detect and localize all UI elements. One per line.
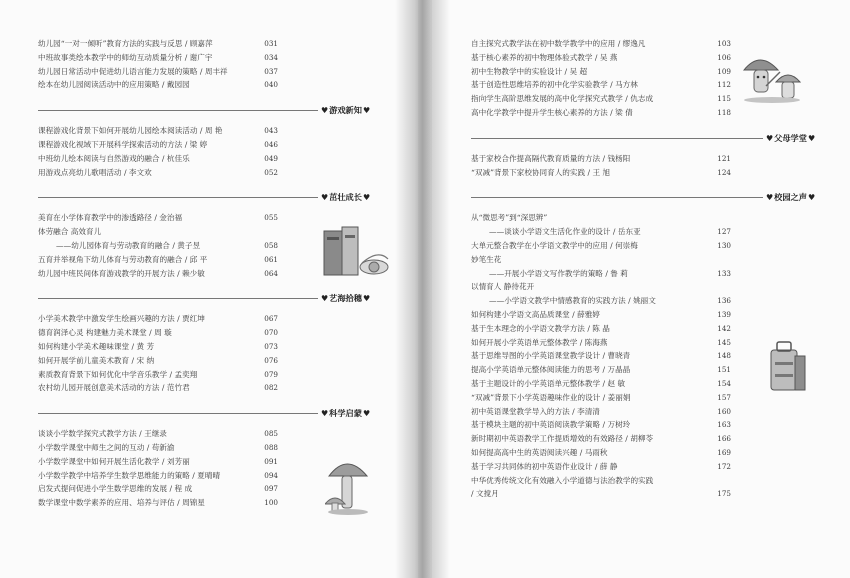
contents-entry[interactable] [38, 51, 336, 65]
entry-page-number: 112 [717, 80, 731, 90]
contents-entry[interactable] [471, 322, 771, 336]
section-title: 校园之声 [774, 192, 807, 203]
contents-entry[interactable] [471, 336, 771, 350]
entry-page-number: 070 [264, 328, 278, 338]
entry-page-number: 052 [264, 167, 278, 177]
contents-entry[interactable] [38, 239, 336, 253]
entry-title: 如何开展小学英语单元整体教学 / 陈海燕 [471, 337, 608, 347]
entry-title: 从“微思考”到“深思辨” [471, 213, 548, 223]
entry-title: ——谈谈小学语文生活化作业的设计 / 岳东亚 [489, 227, 641, 237]
entry-title: 幼儿园中班民间体育游戏教学的开展方法 / 赖少敏 [38, 268, 205, 278]
entry-page-number: 118 [717, 107, 731, 117]
entry-page-number: 172 [717, 461, 731, 471]
contents-entry[interactable] [471, 391, 771, 405]
entry-page-number: 076 [264, 355, 278, 365]
entry-title: 五育并举视角下幼儿体育与劳动教育的融合 / 邱 平 [38, 254, 208, 264]
entry-page-number: 055 [264, 213, 278, 223]
entry-title: “双减”背景下小学英语趣味作业的设计 / 姜丽娟 [471, 392, 631, 402]
entry-page-number: 079 [264, 369, 278, 379]
section-title: 游戏新知 [329, 105, 362, 116]
contents-entry[interactable] [471, 363, 771, 377]
entry-title: 幼儿园日常活动中促进幼儿语言能力发展的策略 / 周丰祥 [38, 66, 228, 76]
entry-page-number: 121 [717, 153, 731, 163]
contents-entry[interactable] [38, 225, 336, 239]
section-divider [38, 110, 336, 111]
entry-page-number: 115 [717, 94, 731, 104]
heart-icon: ♥ [321, 409, 329, 419]
entry-page-number: 175 [717, 489, 731, 499]
contents-entry[interactable] [471, 474, 771, 488]
contents-entry[interactable] [38, 340, 336, 354]
contents-entry[interactable] [471, 65, 771, 79]
entry-title: 中华优秀传统文化有效融入小学道德与法治教学的实践 [471, 475, 654, 485]
heart-icon: ♥ [766, 193, 774, 203]
heart-icon: ♥ [362, 193, 371, 203]
entry-page-number: 034 [264, 52, 278, 62]
heart-icon: ♥ [362, 409, 371, 419]
contents-entry[interactable] [38, 211, 336, 225]
entry-title: ——幼儿园体育与劳动教育的融合 / 黄子昱 [56, 240, 201, 250]
entry-page-number: 157 [717, 392, 731, 402]
section-header [38, 189, 371, 207]
entry-page-number: 151 [717, 365, 731, 375]
entry-title: 基于模块主题的初中英语阅读教学策略 / 万树玲 [471, 420, 631, 430]
contents-entry[interactable] [471, 239, 771, 253]
entry-page-number: 160 [717, 406, 731, 416]
suitcase-books-illustration [765, 340, 809, 394]
entry-title: 绘本在幼儿园阅读活动中的应用策略 / 戴园园 [38, 80, 190, 90]
entry-title: 小学数学课堂中师生之间的互动 / 苟新渝 [38, 442, 175, 452]
contents-entry[interactable] [38, 166, 336, 180]
contents-entry[interactable] [38, 37, 336, 51]
section-header [471, 130, 816, 148]
section-label [318, 103, 373, 118]
entry-title: ——开展小学语文写作教学的策略 / 鲁 莉 [489, 268, 628, 278]
mushroom-characters-illustration [740, 52, 806, 104]
entry-title: 素质教育背景下如何优化中学音乐教学 / 孟奕翔 [38, 369, 198, 379]
entry-title: 指向学生高阶思维发展的高中化学探究式教学 / 仇志成 [471, 94, 654, 104]
entry-page-number: 100 [264, 498, 278, 508]
entry-title: 中班幼儿绘本阅读与自然游戏的融合 / 杭佳乐 [38, 153, 190, 163]
entry-page-number: 043 [264, 126, 278, 136]
contents-entry[interactable] [471, 78, 771, 92]
section-title: 茁壮成长 [329, 192, 362, 203]
entry-title: 自主探究式教学法在初中数学教学中的应用 / 缪逸凡 [471, 39, 646, 48]
heart-icon: ♥ [807, 193, 816, 203]
entry-title: 如何构建小学语文高品质课堂 / 薛雅婷 [471, 309, 600, 319]
entry-page-number: 085 [264, 429, 278, 439]
contents-entry[interactable] [471, 92, 771, 106]
contents-entry[interactable] [38, 312, 336, 326]
entry-page-number: 139 [717, 309, 731, 319]
entry-title: 提高小学英语单元整体阅读能力的思考 / 万晶晶 [471, 365, 631, 375]
entry-page-number: 064 [264, 268, 278, 278]
entry-page-number: 154 [717, 378, 731, 388]
contents-entry[interactable] [38, 326, 336, 340]
contents-entry[interactable] [471, 211, 771, 225]
contents-entry[interactable] [38, 152, 336, 166]
entry-title: 美育在小学体育教学中的渗透路径 / 金治福 [38, 213, 183, 223]
entry-page-number: 073 [264, 341, 278, 351]
section-title: 艺海拾穗 [329, 293, 362, 304]
entry-title: 基于思维导图的小学英语课堂教学设计 / 曹晓青 [471, 351, 631, 361]
contents-entry[interactable] [38, 124, 336, 138]
entry-title: 幼儿园“一对一倾听”教育方法的实践与反思 / 顾嘉萍 [38, 39, 213, 48]
entry-page-number: 094 [264, 470, 278, 480]
contents-entry[interactable] [38, 253, 336, 267]
heart-icon: ♥ [321, 193, 329, 203]
section-title: 科学启蒙 [329, 408, 362, 419]
entry-title: ——小学语文教学中情感教育的实践方法 / 姚丽文 [489, 296, 656, 306]
entry-title: 启发式提问促进小学生数学思维的发展 / 程 成 [38, 484, 193, 494]
contents-entry[interactable] [471, 106, 771, 120]
contents-entry[interactable] [471, 487, 771, 501]
section-divider [38, 298, 336, 299]
book-spine-shadow [395, 0, 450, 578]
section-label [318, 406, 373, 421]
entry-page-number: 082 [264, 383, 278, 393]
entry-title: 基于生本理念的小学语文教学方法 / 陈 晶 [471, 323, 610, 333]
entry-page-number: 040 [264, 80, 278, 90]
contents-entry[interactable] [471, 280, 771, 294]
entry-title: 基于学习共同体的初中英语作业设计 / 薛 静 [471, 461, 618, 471]
entry-page-number: 169 [717, 447, 731, 457]
heart-icon: ♥ [807, 133, 816, 143]
entry-title: 谈谈小学数学探究式教学方法 / 王继录 [38, 429, 167, 439]
section-header [38, 405, 371, 423]
contents-entry[interactable] [38, 496, 336, 510]
entry-page-number: 031 [264, 39, 278, 48]
left-contents-column [38, 37, 371, 510]
section-divider [38, 197, 336, 198]
section-header [471, 189, 816, 207]
entry-page-number: 145 [717, 337, 731, 347]
entry-page-number: 049 [264, 153, 278, 163]
entry-page-number: 058 [264, 240, 278, 250]
entry-title: 农村幼儿园开展创意美术活动的方法 / 范竹君 [38, 383, 190, 393]
entry-title: 新时期初中英语教学工作提质增效的有效路径 / 胡柳苓 [471, 434, 654, 444]
contents-entry[interactable] [471, 349, 771, 363]
contents-entry[interactable] [471, 166, 771, 180]
contents-entry[interactable] [471, 432, 771, 446]
heart-icon: ♥ [321, 106, 329, 116]
entry-title: 数学课堂中数学素养的应用、培养与评估 / 周锦星 [38, 498, 205, 508]
entry-title: 基于主题设计的小学英语单元整体教学 / 赵 敏 [471, 378, 626, 388]
entry-title: 基于核心素养的初中物理体验式教学 / 吴 燕 [471, 52, 618, 62]
contents-entry[interactable] [38, 354, 336, 368]
entry-title: 德育润泽心灵 构建魅力美术课堂 / 周 璇 [38, 328, 172, 338]
contents-entry[interactable] [471, 51, 771, 65]
contents-entry[interactable] [38, 65, 336, 79]
entry-title: 小学数学课堂中如何开展生活化教学 / 刘芳丽 [38, 456, 190, 466]
contents-entry[interactable] [471, 253, 771, 267]
heart-icon: ♥ [321, 294, 329, 304]
entry-title: 中班故事类绘本教学中的师幼互动质量分析 / 谢广宇 [38, 52, 213, 62]
entry-title: “双减”背景下家校协同育人的实践 / 王 旭 [471, 167, 611, 177]
section-label [763, 131, 818, 146]
entry-page-number: 106 [717, 52, 731, 62]
right-contents-column [471, 37, 816, 501]
entry-page-number: 148 [717, 351, 731, 361]
entry-title: 如何构建小学美术趣味课堂 / 黄 芳 [38, 341, 155, 351]
contents-entry[interactable] [471, 418, 771, 432]
contents-entry[interactable] [471, 446, 771, 460]
heart-icon: ♥ [766, 133, 774, 143]
entry-title: 基于创造性思维培养的初中化学实验教学 / 马方林 [471, 80, 638, 90]
entry-title: 课程游戏化背景下如何开展幼儿园绘本阅读活动 / 周 艳 [38, 126, 223, 136]
entry-title: 以情育人 静待花开 [471, 282, 535, 292]
contents-entry[interactable] [38, 381, 336, 395]
entry-title: 大单元整合教学在小学语文教学中的应用 / 何崇梅 [471, 240, 638, 250]
section-header [38, 290, 371, 308]
contents-entry[interactable] [38, 427, 336, 441]
contents-entry[interactable] [38, 267, 336, 281]
entry-page-number: 133 [717, 268, 731, 278]
entry-title: 如何提高高中生的英语阅读兴趣 / 马雨秋 [471, 447, 608, 457]
entry-page-number: 127 [717, 227, 731, 237]
contents-entry[interactable] [471, 152, 771, 166]
contents-entry[interactable] [471, 377, 771, 391]
entry-page-number: 130 [717, 240, 731, 250]
section-divider [471, 197, 771, 198]
contents-entry[interactable] [38, 469, 336, 483]
contents-entry[interactable] [38, 368, 336, 382]
entry-title: 如何开展学前儿童美术教育 / 宋 纳 [38, 355, 155, 365]
section-header [38, 102, 371, 120]
entry-title: 基于家校合作提高隔代教育质量的方法 / 钱杨阳 [471, 153, 631, 163]
section-label [318, 291, 373, 306]
entry-page-number: 088 [264, 442, 278, 452]
entry-page-number: 061 [264, 254, 278, 264]
entry-title: 初中英语课堂教学导入的方法 / 李清清 [471, 406, 600, 416]
contents-entry[interactable] [471, 308, 771, 322]
contents-entry[interactable] [471, 405, 771, 419]
entry-page-number: 109 [717, 66, 731, 76]
books-scroll-illustration [320, 223, 392, 281]
entry-page-number: 142 [717, 323, 731, 333]
section-title: 父母学堂 [774, 132, 807, 143]
entry-page-number: 091 [264, 456, 278, 466]
entry-page-number: 097 [264, 484, 278, 494]
entry-title: / 文搅月 [471, 489, 499, 499]
entry-page-number: 046 [264, 139, 278, 149]
contents-entry[interactable] [38, 78, 336, 92]
entry-page-number: 103 [717, 39, 731, 48]
section-label [763, 190, 818, 205]
contents-entry[interactable] [471, 267, 771, 281]
mushroom-illustration [325, 456, 371, 516]
contents-entry[interactable] [471, 37, 771, 51]
entry-page-number: 166 [717, 434, 731, 444]
entry-title: 初中生物教学中的实验设计 / 吴 超 [471, 66, 588, 76]
section-divider [471, 138, 771, 139]
entry-title: 高中化学教学中提升学生核心素养的方法 / 梁 倩 [471, 107, 633, 117]
entry-page-number: 067 [264, 314, 278, 324]
contents-entry[interactable] [471, 225, 771, 239]
contents-entry[interactable] [471, 294, 771, 308]
contents-entry[interactable] [38, 455, 336, 469]
section-label [318, 190, 373, 205]
entry-page-number: 163 [717, 420, 731, 430]
entry-title: 体劳融合 高效育儿 [38, 227, 102, 237]
entry-title: 妙笔生花 [471, 254, 502, 264]
entry-page-number: 124 [717, 167, 731, 177]
entry-title: 小学美术教学中激发学生绘画兴趣的方法 / 贾红坤 [38, 314, 205, 324]
heart-icon: ♥ [362, 106, 371, 116]
contents-entry[interactable] [38, 441, 336, 455]
entry-title: 课程游戏化视域下开展科学探索活动的方法 / 梁 婷 [38, 139, 208, 149]
entry-title: 用游戏点亮幼儿歌唱活动 / 李文欢 [38, 167, 152, 177]
contents-entry[interactable] [38, 482, 336, 496]
entry-page-number: 037 [264, 66, 278, 76]
entry-title: 小学数学教学中培养学生数学思维能力的策略 / 夏晴晴 [38, 470, 221, 480]
contents-entry[interactable] [38, 138, 336, 152]
section-divider [38, 413, 336, 414]
heart-icon: ♥ [362, 294, 371, 304]
entry-page-number: 136 [717, 296, 731, 306]
contents-entry[interactable] [471, 460, 771, 474]
